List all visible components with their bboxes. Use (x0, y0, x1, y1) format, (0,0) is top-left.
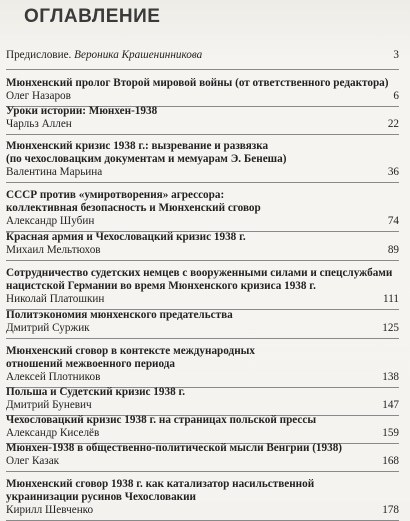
toc-entry-content (6, 77, 399, 103)
entry-author: Алексей Плотников (6, 371, 101, 383)
entry-author: Кирилл Шевченко (6, 504, 94, 516)
page-number: 89 (387, 244, 399, 256)
toc-entry-content (6, 105, 399, 131)
entry-author: Дмитрий Буневич (6, 399, 92, 411)
toc-entry-content (6, 478, 399, 517)
toc-entry-preface[interactable] (6, 44, 399, 70)
entry-author: Михаил Мельтюхов (6, 244, 101, 256)
page-number: 159 (382, 427, 399, 439)
entry-title-line: нацистской Германии во время Мюнхенского кризиса 1938 г. (6, 280, 316, 292)
page-number: 22 (387, 118, 399, 130)
page-number: 36 (387, 166, 399, 178)
page-number: 74 (387, 215, 399, 227)
toc-entry-content (6, 267, 399, 306)
entry-author-row (6, 166, 399, 179)
entry-title-line: Красная армия и Чехословацкий кризис 1938 г. (6, 231, 246, 243)
entry-author: Александр Киселёв (6, 427, 100, 439)
toc-entry[interactable] (6, 472, 399, 521)
page-number: 3 (393, 49, 399, 61)
toc-list (6, 44, 399, 521)
toc-entry-content (6, 442, 399, 468)
preface-author: Вероника Крашенинникова (74, 49, 203, 61)
entry-author: Александр Шубин (6, 215, 95, 227)
toc-entry[interactable] (6, 416, 399, 444)
page-number: 138 (382, 371, 399, 383)
entry-title-line: (по чехословацким документам и мемуарам Э. Бенеша) (6, 153, 287, 165)
entry-title-line: Польша и Судетский кризис 1938 г. (6, 386, 186, 398)
entry-title-line: Мюнхен-1938 в общественно-политической мысли Венгрии (1938) (6, 442, 343, 454)
page-number: 6 (393, 90, 399, 102)
entry-title-line: Мюнхенский сговор 1938 г. как катализатор насильственной (6, 478, 315, 490)
entry-title-line: Мюнхенский сговор в контексте международных (6, 345, 255, 357)
entry-title-line: Политэкономия мюнхенского предательства (6, 309, 233, 321)
toc-entry[interactable] (6, 310, 399, 339)
entry-title-line: коллективная безопасность и Мюнхенский сговор (6, 202, 261, 214)
toc-entry-content (6, 309, 399, 335)
entry-title-line: Мюнхенский кризис 1938 г.: вызревание и развязка (6, 140, 269, 152)
preface-line (6, 49, 202, 62)
page-number: 178 (382, 504, 399, 516)
page-number: 168 (382, 455, 399, 467)
entry-title-line: Чехословацкий кризис 1938 г. на страницах польской прессы (6, 414, 317, 426)
toc-entry[interactable] (6, 444, 399, 472)
entry-title-line: Уроки истории: Мюнхен-1938 (6, 105, 158, 117)
entry-title-line: украинизации русинов Чехословакии (6, 491, 196, 503)
entry-author-row (6, 244, 399, 257)
entry-author-row (6, 293, 399, 306)
entry-author-row (6, 118, 399, 131)
toc-entry-content (6, 189, 399, 228)
preface-label: Предисловие. (6, 49, 72, 61)
entry-title-line: СССР против «умиротворения» агрессора: (6, 189, 225, 201)
page-number: 111 (383, 293, 399, 305)
entry-author: Николай Платошкин (6, 293, 105, 305)
page-title: ОГЛАВЛЕНИЕ (24, 6, 161, 27)
entry-author-row (6, 371, 399, 384)
entry-author: Дмитрий Суржик (6, 322, 90, 334)
entry-author: Олег Назаров (6, 90, 71, 102)
toc-entry[interactable] (6, 261, 399, 310)
entry-author: Чарльз Аллен (6, 118, 72, 130)
toc-entry[interactable] (6, 183, 399, 232)
entry-author-row (6, 90, 399, 103)
entry-author-row (6, 215, 399, 228)
entry-title-line: Мюнхенский пролог Второй мировой войны (от ответственного редактора) (6, 77, 389, 89)
entry-author-row (6, 322, 399, 335)
entry-title-line: Сотрудничество судетских немцев с вооруженными силами и спецслужбами (6, 267, 393, 279)
toc-entry-content (6, 231, 399, 257)
entry-author-row (6, 427, 399, 440)
toc-entry-content (6, 140, 399, 179)
entry-title-line: отношений межвоенного периода (6, 358, 176, 370)
entry-author: Олег Казак (6, 455, 60, 467)
toc-entry[interactable] (6, 135, 399, 183)
toc-entry[interactable] (6, 107, 399, 135)
page-number: 147 (382, 399, 399, 411)
toc-entry[interactable] (6, 388, 399, 416)
entry-author-row (6, 455, 399, 468)
toc-entry[interactable] (6, 232, 399, 261)
toc-entry[interactable] (6, 70, 399, 107)
entry-author-row (6, 504, 399, 517)
toc-entry-content (6, 345, 399, 384)
entry-author-row (6, 399, 399, 412)
toc-entry-content (6, 386, 399, 412)
toc-entry-content (6, 414, 399, 440)
page-number: 125 (382, 322, 399, 334)
entry-author: Валентина Марьина (6, 166, 103, 178)
toc-entry[interactable] (6, 339, 399, 388)
